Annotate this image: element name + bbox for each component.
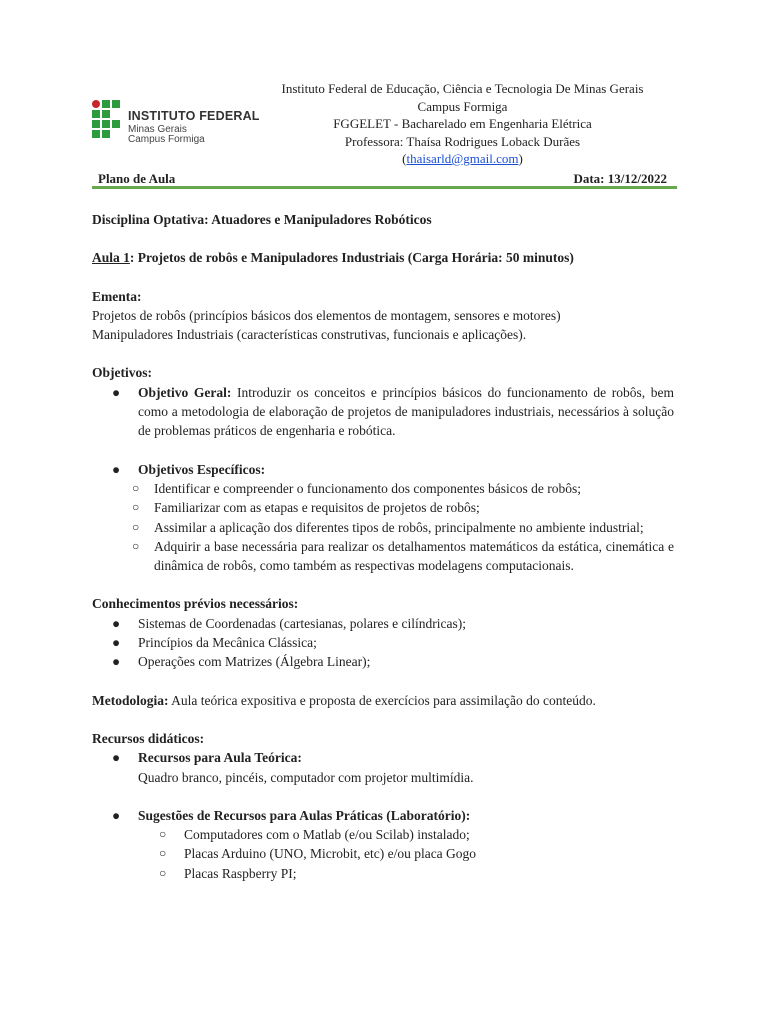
logo-grid-icon <box>92 100 122 140</box>
hollow-bullet-icon: ○ <box>132 538 140 553</box>
list-item <box>92 460 674 479</box>
list-item <box>92 806 674 825</box>
objectives-list <box>92 383 674 441</box>
practical-resources-items <box>92 825 674 883</box>
list-item: ○ Computadores com o Matlab (e/ou Scilab) instalado; <box>92 825 674 844</box>
bullet-icon: ● <box>112 635 121 651</box>
list-item: ● Princípios da Mecânica Clássica; <box>92 633 674 652</box>
main-content <box>92 210 674 883</box>
resources-heading: Recursos didáticos: <box>92 730 205 746</box>
hollow-bullet-icon: ○ <box>159 827 167 842</box>
header-info <box>265 80 660 168</box>
header-campus: Campus Formiga <box>417 98 508 114</box>
bullet-icon: ● <box>112 654 121 670</box>
logo-subtitle-state: Minas Gerais <box>128 124 187 135</box>
discipline-title: Disciplina Optativa: Atuadores e Manipuladores Robóticos <box>92 212 432 227</box>
list-item: ○ Familiarizar com as etapas e requisitos de projetos de robôs; <box>92 498 674 517</box>
list-item <box>92 748 674 767</box>
specific-objectives-label: Objetivos Específicos: <box>138 461 266 477</box>
list-item: ○ Assimilar a aplicação dos diferentes tipos de robôs, principalmente no ambiente industrial; <box>92 518 674 537</box>
theory-resources-text: Quadro branco, pincéis, computador com projetor multimídia. <box>138 769 474 785</box>
theory-resources-label: Recursos para Aula Teórica: <box>138 750 302 766</box>
email-link[interactable]: thaisarld@gmail.com <box>406 151 519 166</box>
list-item: ○ Identificar e compreender o funcionamento dos componentes básicos de robôs; <box>92 479 674 498</box>
methodology-label: Metodologia: <box>92 692 169 708</box>
hollow-bullet-icon: ○ <box>132 519 140 534</box>
lesson-number: Aula 1 <box>92 250 130 266</box>
header-divider <box>92 186 677 189</box>
ementa-line: Manipuladores Industriais (características construtivas, funcionais e aplicações). <box>92 327 527 343</box>
logo-title: INSTITUTO FEDERAL <box>128 109 260 123</box>
specific-objectives-list <box>92 460 674 479</box>
objectives-heading: Objetivos: <box>92 365 152 381</box>
bullet-icon: ● <box>112 461 121 477</box>
lesson-title-text: : Projetos de robôs e Manipuladores Industriais (Carga Horária: 50 minutos) <box>129 250 574 266</box>
plan-label: Plano de Aula <box>98 171 176 186</box>
hollow-bullet-icon: ○ <box>132 480 140 495</box>
hollow-bullet-icon: ○ <box>132 500 140 515</box>
hollow-bullet-icon: ○ <box>159 846 167 861</box>
bullet-icon: ● <box>112 750 121 766</box>
hollow-bullet-icon: ○ <box>159 865 167 880</box>
list-item: ○ Adquirir a base necessária para realizar os detalhamentos matemáticos da estática, cinemática e dinâmica de robôs, como também as respectivas modelagens computacionais. <box>132 538 674 574</box>
methodology <box>92 691 674 710</box>
logo-subtitle-campus: Campus Formiga <box>128 134 205 145</box>
header-email-line: (thaisarld@gmail.com) <box>402 151 523 166</box>
prerequisites-heading: Conhecimentos prévios necessários: <box>92 596 299 612</box>
methodology-text: Aula teórica expositiva e proposta de exercícios para assimilação do conteúdo. <box>168 692 596 708</box>
list-item <box>92 383 674 441</box>
institution-logo <box>92 100 262 150</box>
general-objective-label: Objetivo Geral: <box>138 384 232 400</box>
bullet-icon: ● <box>112 807 121 823</box>
ementa-heading: Ementa: <box>92 288 142 304</box>
list-item: ● Operações com Matrizes (Álgebra Linear); <box>92 652 674 671</box>
list-item: ○ Placas Raspberry PI; <box>92 864 674 883</box>
general-objective-text: Introduzir os conceitos e princípios básicos do funcionamento de robôs, bem como a metodologia de elaboração de projetos de manipuladores industriais, necessários à solução de problemas práticos de engenharia e robótica. <box>138 384 674 439</box>
list-item: ○ Placas Arduino (UNO, Microbit, etc) e/ou placa Gogo <box>92 844 674 863</box>
prerequisites-list <box>92 614 674 672</box>
list-item: ● Sistemas de Coordenadas (cartesianas, polares e cilíndricas); <box>92 614 674 633</box>
resources-list <box>92 748 674 767</box>
practical-resources-label: Sugestões de Recursos para Aulas Práticas (Laboratório): <box>138 807 471 823</box>
ementa-line: Projetos de robôs (princípios básicos dos elementos de montagem, sensores e motores) <box>92 307 561 323</box>
header-institution: Instituto Federal de Educação, Ciência e Tecnologia De Minas Gerais <box>281 81 644 96</box>
header-course: FGGELET - Bacharelado em Engenharia Elétrica <box>333 116 592 131</box>
header-professor: Professora: Thaísa Rodrigues Loback Durães <box>344 133 581 149</box>
practical-resources-list <box>92 806 674 825</box>
lesson-title <box>92 248 674 267</box>
specific-objectives-items <box>92 479 674 575</box>
plan-date: Data: 13/12/2022 <box>573 171 667 186</box>
bullet-icon: ● <box>112 384 121 400</box>
bullet-icon: ● <box>112 615 121 631</box>
